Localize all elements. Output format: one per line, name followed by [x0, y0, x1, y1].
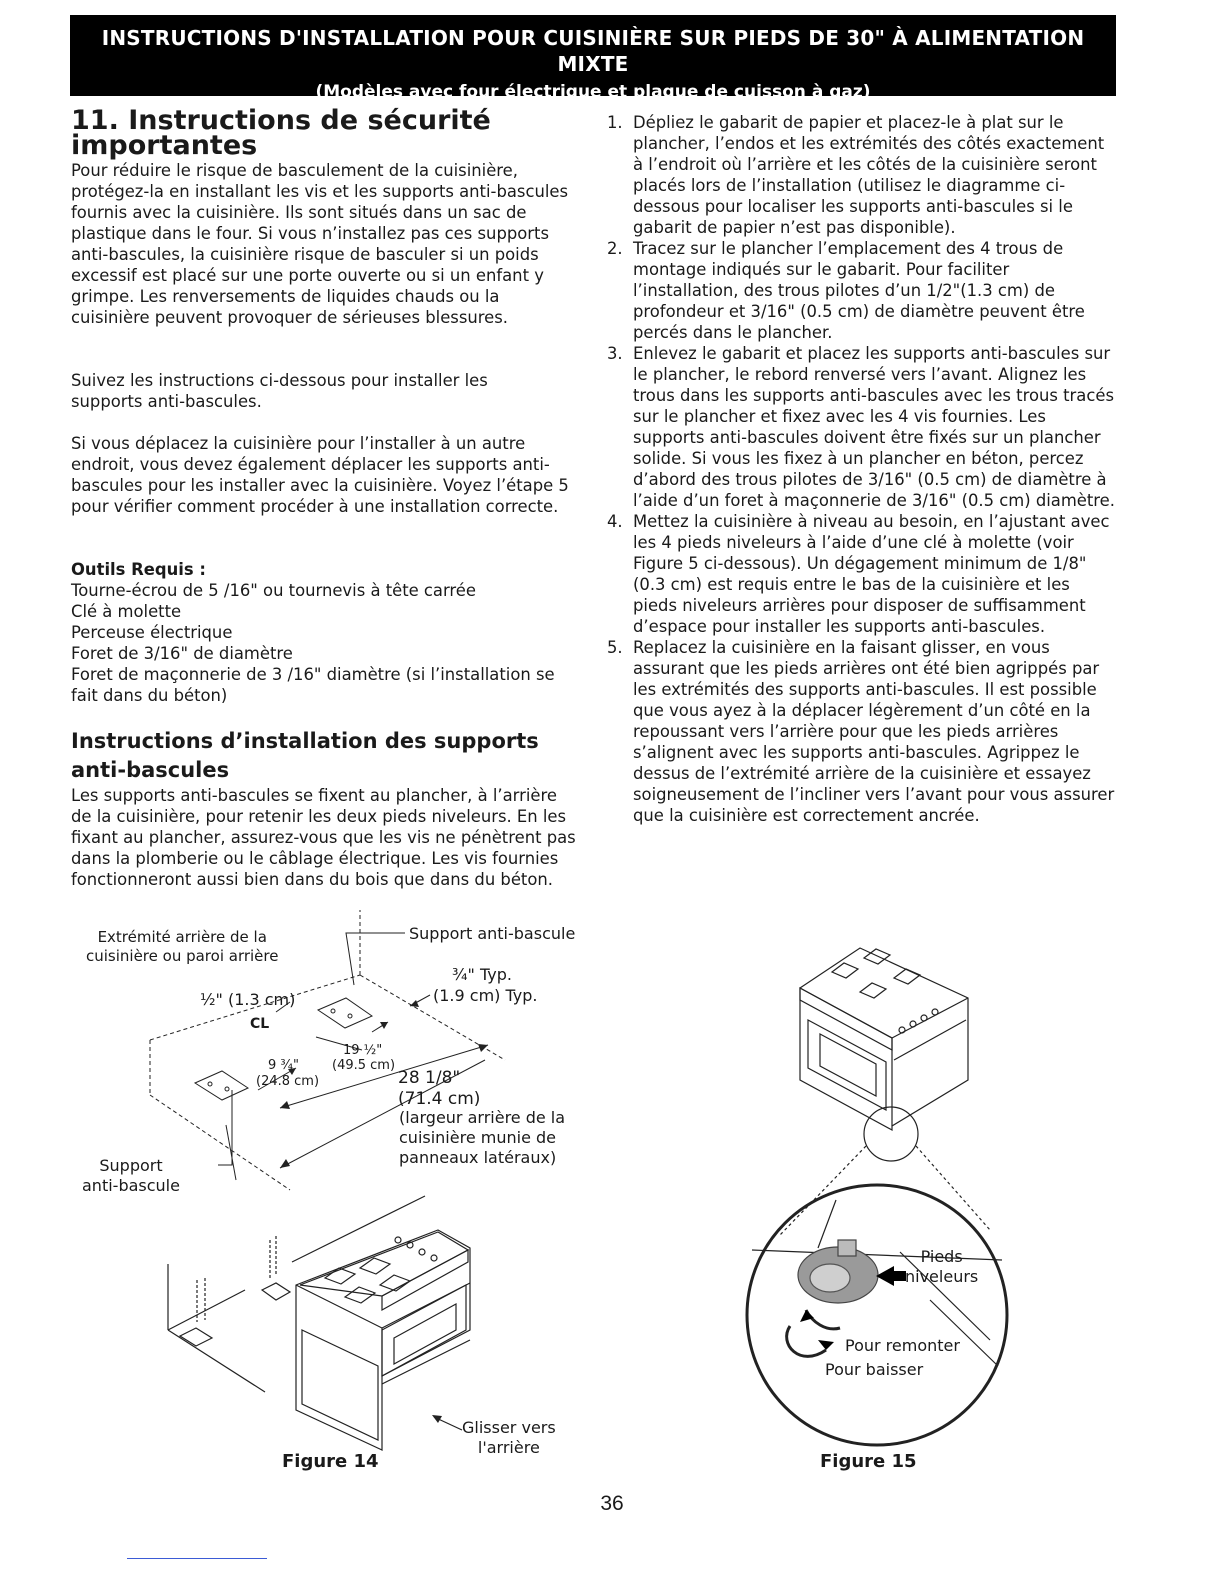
- label-9-3-4: 9 ¾": [268, 1058, 299, 1073]
- label-slide-line2: l'arrière: [477, 1438, 540, 1457]
- label-28-1-8: 28 1/8": [398, 1068, 461, 1088]
- subsection-heading-line2: anti-bascules: [71, 758, 230, 782]
- tool-item: Foret de maçonnerie de 3 /16" diamètre (si l’installation se fait dans du béton): [71, 665, 555, 705]
- header-subtitle: (Modèles avec four électrique et plaque de cuisson à gaz): [315, 82, 871, 102]
- label-lower: Pour baisser: [825, 1360, 924, 1379]
- label-feet-line1: Pieds: [920, 1247, 963, 1266]
- figure-14-caption: Figure 14: [282, 1451, 379, 1472]
- figure-15-caption: Figure 15: [820, 1451, 917, 1472]
- label-19-half: 19 ½": [343, 1043, 383, 1058]
- step-text: Mettez la cuisinière à niveau au besoin, en l’ajustant avec les 4 pieds niveleurs à l’aide d’une clé à molette (voir Figure 5 ci-dessous). Un dégagement minimum de 1/8" (0.3 cm) est requis entre le bas de la cuisinière et les pieds niveleurs arrières pour disposer de suffisamment d’espace pour installer les supports anti-bascules.: [633, 512, 1110, 636]
- subsection-heading-line1: Instructions d’installation des supports: [71, 729, 539, 753]
- label-typ-cm: (1.9 cm) Typ.: [433, 986, 538, 1005]
- label-raise: Pour remonter: [845, 1336, 960, 1355]
- step-number: 2.: [607, 239, 623, 258]
- label-centerline: CL: [250, 1016, 270, 1032]
- follow-paragraph: Suivez les instructions ci-dessous pour installer les supports anti-bascules.: [71, 371, 488, 411]
- step-text: Dépliez le gabarit de papier et placez-le à plat sur le plancher, l’endos et les extrémités des côtés exactement à l’endroit où l’arrière et les côtés de la cuisinière seront placés lors de l’installation (utilisez le diagramme ci-dessous pour localiser les supports anti-bascules si le gabarit de papier n’est pas disponible).: [633, 113, 1105, 237]
- tool-item: Foret de 3/16" de diamètre: [71, 644, 293, 663]
- tool-item: Clé à molette: [71, 602, 182, 621]
- step-number: 3.: [607, 344, 623, 363]
- tools-heading: Outils Requis :: [71, 560, 206, 579]
- label-support-line2: anti-bascule: [82, 1176, 180, 1195]
- label-feet-line2: niveleurs: [905, 1267, 979, 1286]
- page-number: 36: [600, 1492, 624, 1515]
- step-number: 1.: [607, 113, 623, 132]
- brackets-paragraph: Les supports anti-bascules se fixent au plancher, à l’arrière de la cuisinière, pour retenir les deux pieds niveleurs. En les fixant au plancher, assurez-vous que les vis ne pénètrent pas dans la plomberie ou le câblage électrique. Les vis fournies fonctionneront aussi bien dans du bois que dans du béton.: [71, 786, 576, 889]
- label-width-line1: (largeur arrière de la: [399, 1108, 566, 1127]
- step-text: Enlevez le gabarit et placez les supports anti-bascules sur le plancher, le rebord renversé vers l’avant. Alignez les trous dans les supports anti-bascules avec les trous tracés sur le plancher et fixez avec les 4 vis fournies. Les supports anti-bascules doivent être fixés sur un plancher solide. Si vous les fixez à un plancher en béton, percez d’abord des trous pilotes de 3/16" (0.5 cm) de diamètre à l’aide d’un foret à maçonnerie de 3/16" (0.5 cm) diamètre.: [633, 344, 1115, 510]
- move-paragraph: Si vous déplacez la cuisinière pour l’installer à un autre endroit, vous devez également déplacer les supports anti-bascules pour les installer avec la cuisinière. Voyez l’étape 5 pour vérifier comment procéder à une installation correcte.: [71, 434, 569, 516]
- safety-paragraph: Pour réduire le risque de basculement de la cuisinière, protégez-la en installant les vis et les supports anti-bascules fournis avec la cuisinière. Ils sont situés dans un sac de plastique dans le four. Si vous n’installez pas ces supports anti-bascules, la cuisinière risque de basculer si un poids excessif est placé sur une porte ouverte ou si un enfant y grimpe. Les renversements de liquides chauds ou la cuisinière peuvent provoquer de sérieuses blessures.: [71, 161, 569, 327]
- section-title-line2: importantes: [71, 130, 258, 161]
- label-width-line3: panneaux latéraux): [399, 1148, 557, 1167]
- label-leveling-feet: [905, 1247, 978, 1287]
- step-number: 4.: [607, 512, 623, 531]
- step-text: Tracez sur le plancher l’emplacement des 4 trous de montage indiqués sur le gabarit. Pour faciliter l’installation, des trous pilotes d’un 1/2"(1.3 cm) de profondeur et 3/16" (0.5 cm) de diamètre peuvent être percés dans le plancher.: [633, 239, 1085, 342]
- label-49-5: (49.5 cm): [332, 1058, 396, 1073]
- label-rear-line2: cuisinière ou paroi arrière: [86, 947, 279, 965]
- label-24-8: (24.8 cm): [256, 1074, 320, 1089]
- section-title-line1: 11. Instructions de sécurité: [71, 105, 491, 136]
- step-number: 5.: [607, 638, 623, 657]
- label-71-4: (71.4 cm): [398, 1089, 481, 1109]
- header-title: INSTRUCTIONS D'INSTALLATION POUR CUISINIÈRE SUR PIEDS DE 30" À ALIMENTATION MIXTE: [101, 26, 1085, 76]
- label-width-line2: cuisinière munie de: [399, 1128, 556, 1147]
- label-support-top: Support anti-bascule: [409, 924, 576, 943]
- step-text: Replacez la cuisinière en la faisant glisser, en vous assurant que les pieds arrières ont été bien agrippés par les extrémités des supports anti-bascules. Il est possible que vous ayez à la déplacer légèrement d’un côté en la repoussant vers l’arrière pour que les pieds arrières s’alignent avec les supports anti-bascules. Agrippez le dessus de l’extrémité arrière de la cuisinière et essayez soigneusement de l’incliner vers l’avant pour vous assurer que la cuisinière est correctement ancrée.: [633, 638, 1115, 825]
- tool-item: Tourne-écrou de 5 /16" ou tournevis à tête carrée: [71, 581, 476, 600]
- footer-rule: [127, 1558, 267, 1559]
- label-half-inch: ½" (1.3 cm): [200, 990, 296, 1009]
- label-support-line1: Support: [99, 1156, 163, 1175]
- tool-item: Perceuse électrique: [71, 623, 233, 642]
- label-rear-line1: Extrémité arrière de la: [97, 928, 267, 946]
- label-typ: ¾" Typ.: [452, 965, 512, 984]
- label-slide-line1: Glisser vers: [462, 1418, 556, 1437]
